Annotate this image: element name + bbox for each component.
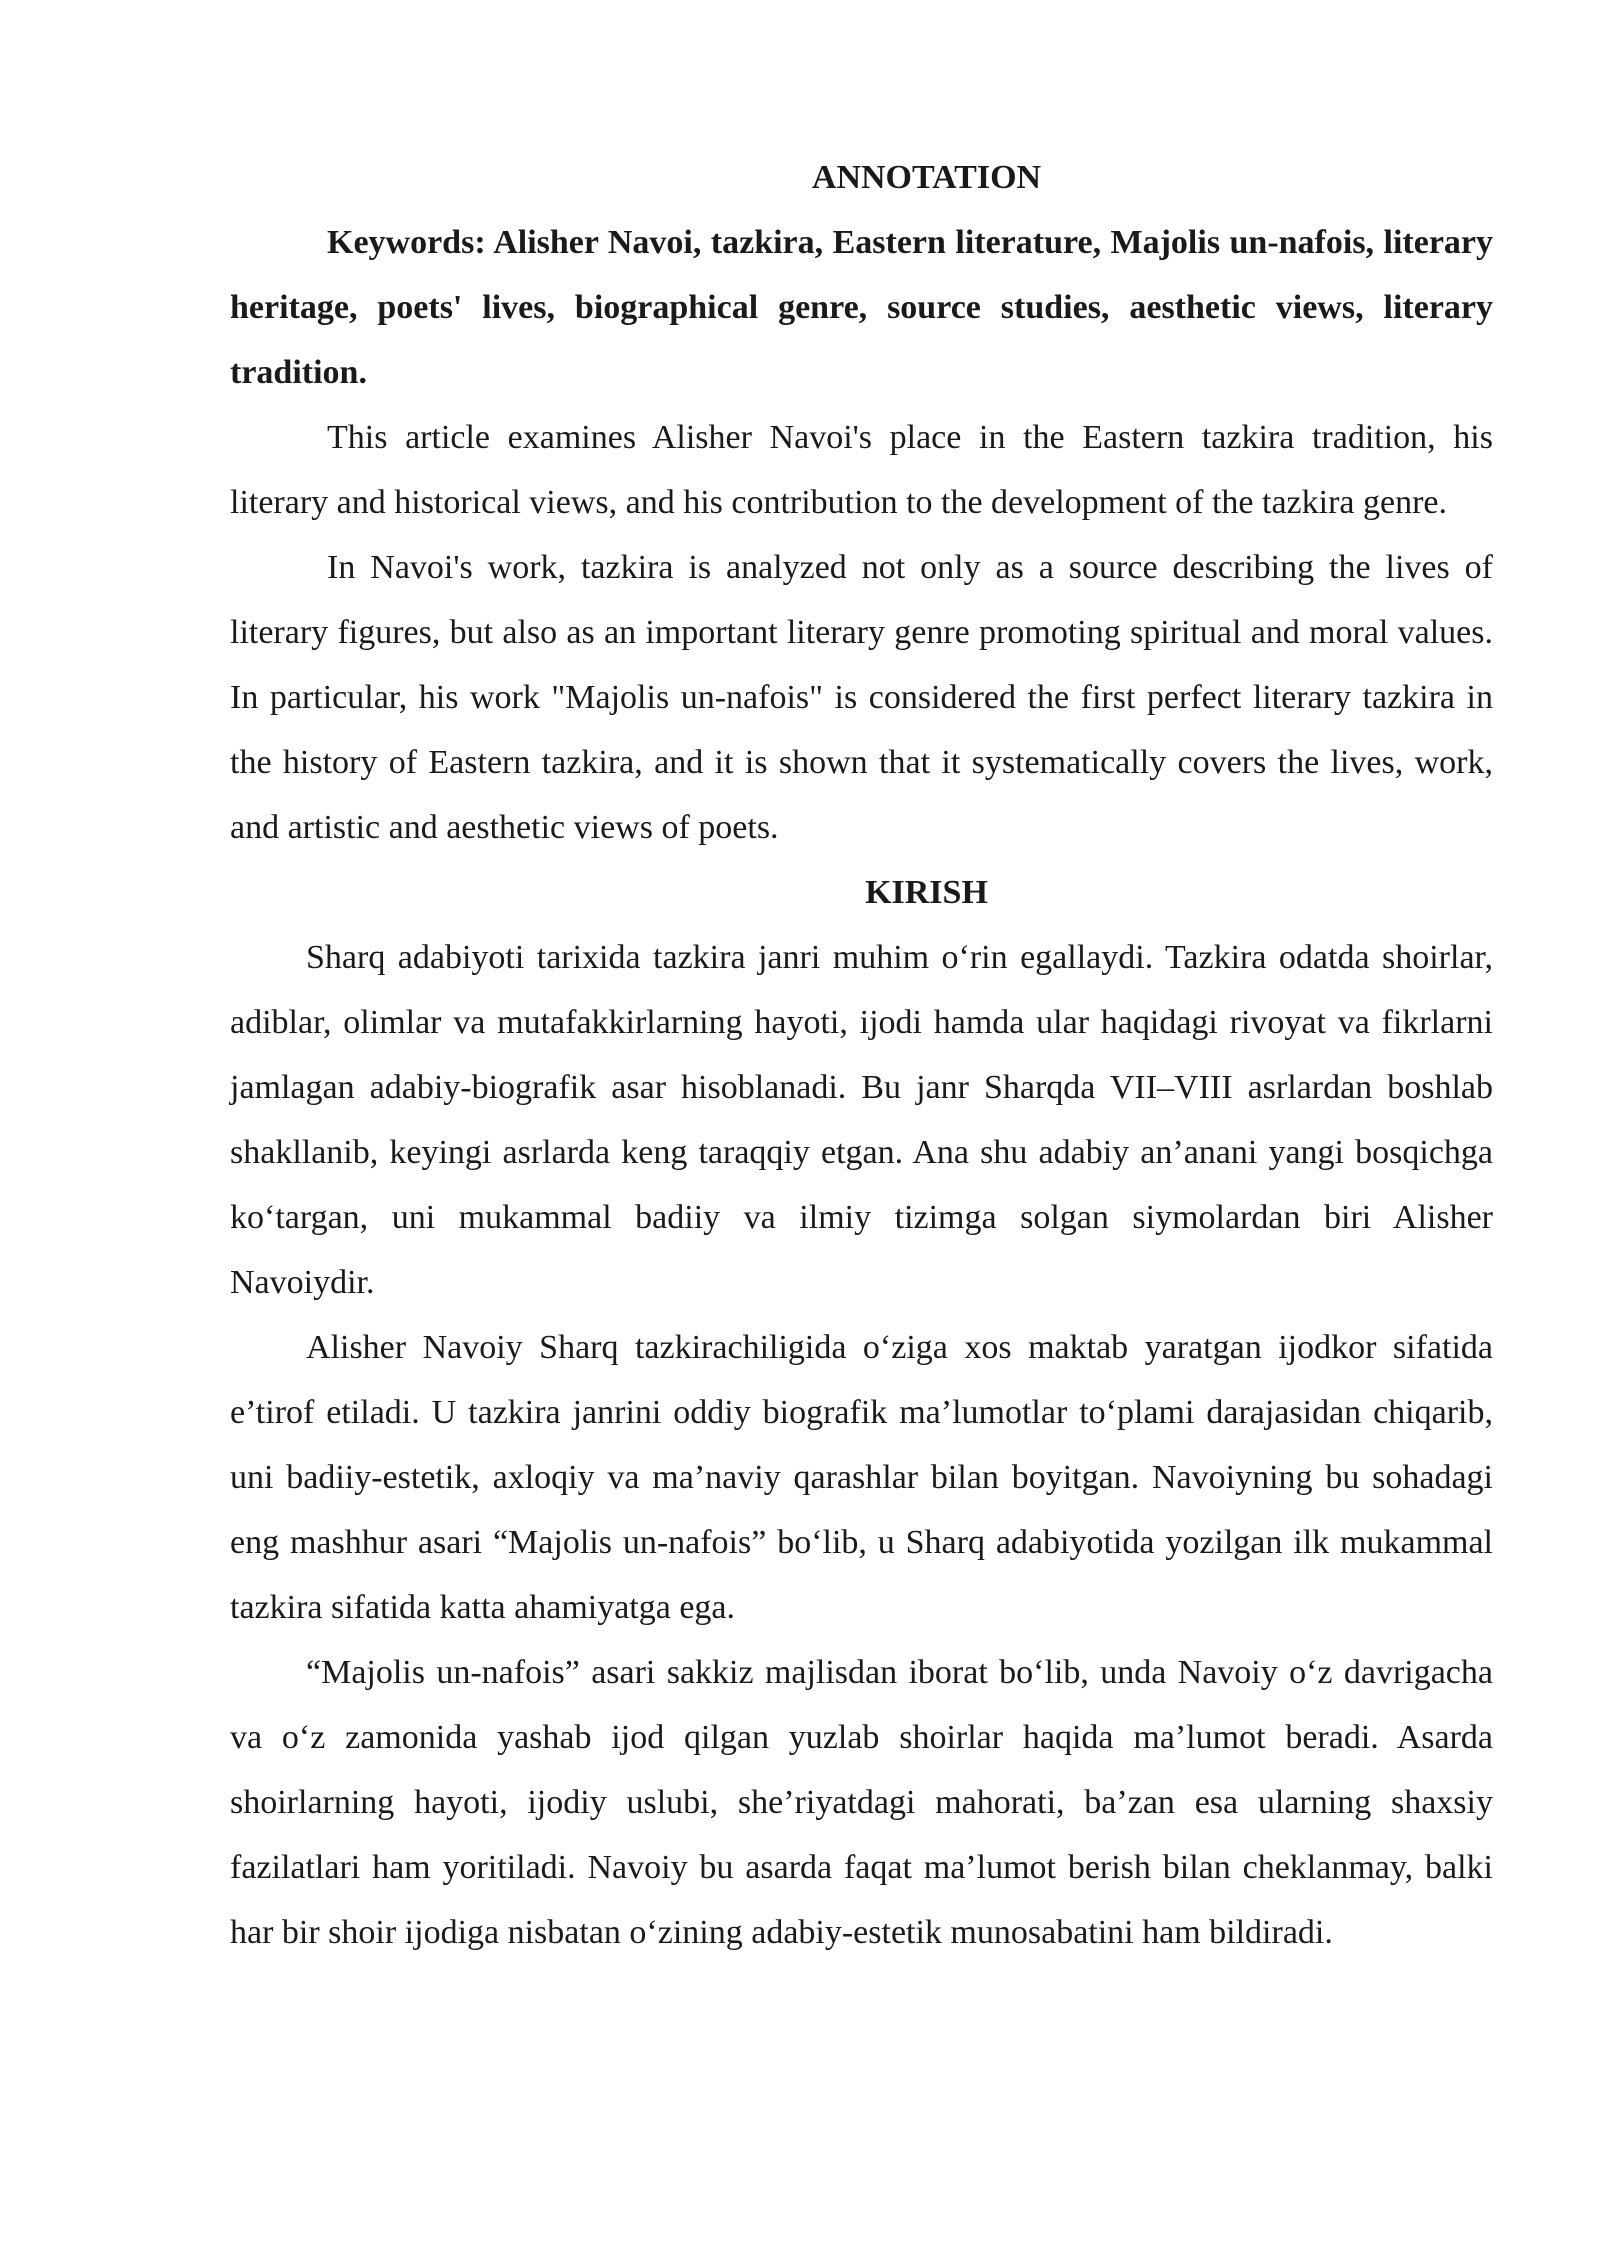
kirish-paragraph-1: Sharq adabiyoti tarixida tazkira janri muhim o‘rin egallaydi. Tazkira odatda shoirlar, adiblar, olimlar va mutafakkirlarning hayoti, ijodi hamda ular haqidagi rivoyat va fikrlarni jamlagan adabiy-biografik asar hisoblanadi. Bu janr Sharqda VII–VIII asrlardan boshlab shakllanib, keyingi asrlarda keng taraqqiy etgan. Ana shu adabiy an’anani yangi bosqichga ko‘targan, uni mukammal badiiy va ilmiy tizimga solgan siymolardan biri Alisher Navoiydir. <box>230 939 1493 1301</box>
keywords-paragraph: Keywords: Alisher Navoi, tazkira, Eastern literature, Majolis un-nafois, literary heritage, poets' lives, biographical genre, source studies, aesthetic views, literary tradition. <box>230 224 1493 391</box>
kirish-section <box>230 860 1493 1965</box>
kirish-paragraph-3: “Majolis un-nafois” asari sakkiz majlisdan iborat bo‘lib, unda Navoiy o‘z davrigacha va o‘z zamonida yashab ijod qilgan yuzlab shoirlar haqida ma’lumot beradi. Asarda shoirlarning hayoti, ijodiy uslubi, she’riyatdagi mahorati, ba’zan esa ularning shaxsiy fazilatlari ham yoritiladi. Navoiy bu asarda faqat ma’lumot berish bilan cheklanmay, balki har bir shoir ijodiga nisbatan o‘zining adabiy-estetik munosabatini ham bildiradi. <box>230 1654 1493 1951</box>
annotation-paragraph-1: This article examines Alisher Navoi's place in the Eastern tazkira tradition, his literary and historical views, and his contribution to the development of the tazkira genre. <box>230 419 1493 521</box>
kirish-paragraph-2: Alisher Navoiy Sharq tazkirachiligida o‘ziga xos maktab yaratgan ijodkor sifatida e’tirof etiladi. U tazkira janrini oddiy biografik ma’lumotlar to‘plami darajasidan chiqarib, uni badiiy-estetik, axloqiy va ma’naviy qarashlar bilan boyitgan. Navoiyning bu sohadagi eng mashhur asari “Majolis un-nafois” bo‘lib, u Sharq adabiyotida yozilgan ilk mukammal tazkira sifatida katta ahamiyatga ega. <box>230 1329 1493 1626</box>
kirish-heading: KIRISH <box>865 874 988 911</box>
annotation-heading: ANNOTATION <box>811 159 1042 196</box>
document-body <box>230 145 1493 1965</box>
annotation-paragraph-2: In Navoi's work, tazkira is analyzed not only as a source describing the lives of literary figures, but also as an important literary genre promoting spiritual and moral values. In particular, his work "Majolis un-nafois" is considered the first perfect literary tazkira in the history of Eastern tazkira, and it is shown that it systematically covers the lives, work, and artistic and aesthetic views of poets. <box>230 549 1493 846</box>
annotation-section <box>230 145 1493 860</box>
